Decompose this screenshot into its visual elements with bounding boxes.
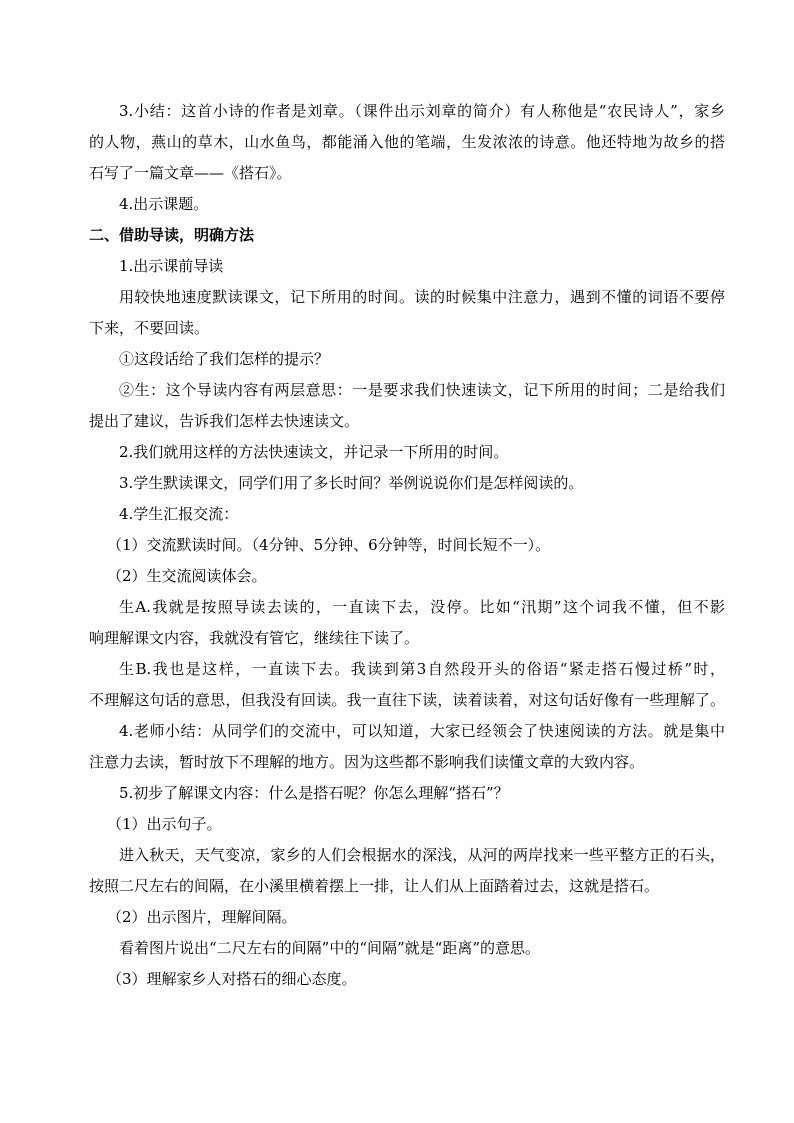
document-body [89, 96, 725, 995]
text-line: 按照二尺左右的间隔，在小溪里横着摆上一排，让人们从上面踏着过去，这就是搭石。 [89, 877, 660, 895]
text-line: 3.小结：这首小诗的作者是刘章。（课件出示刘章的简介）有人称他是“农民诗人”，家乡 [119, 102, 725, 120]
text-line: 进入秋天，天气变凉，家乡的人们会根据水的深浅，从河的两岸找来一些平整方正的石头， [119, 846, 725, 864]
text-line: 不理解这句话的意思，但我没有回读。我一直往下读，读着读着，对这句话好像有一些理解了。 [89, 691, 725, 709]
text-line: 下来，不要回读。 [89, 319, 210, 337]
text-line: 4.出示课题。 [119, 195, 209, 213]
text-line: （1）交流默读时间。（4分钟、5分钟、6分钟等，时间长短不一）。 [107, 536, 551, 554]
text-line: （2）生交流阅读体会。 [107, 567, 267, 585]
text-line: 的人物，燕山的草木，山水鱼鸟，都能涌入他的笔端，生发浓浓的诗意。他还特地为故乡的搭 [89, 133, 725, 151]
text-line: 看着图片说出“二尺左右的间隔”中的“间隔”就是“距离”的意思。 [119, 939, 541, 957]
text-line: （3）理解家乡人对搭石的细心态度。 [107, 970, 357, 988]
text-line: （1）出示句子。 [107, 815, 222, 833]
text-line: 3.学生默读课文，同学们用了多长时间？举例说说你们是怎样阅读的。 [119, 474, 584, 492]
text-line: 生B.我也是这样，一直读下去。我读到第3自然段开头的俗语“紧走搭石慢过桥”时， [119, 660, 725, 678]
text-line: ②生：这个导读内容有两层意思：一是要求我们快速读文，记下所用的时间；二是给我们 [119, 381, 725, 399]
text-line: 用较快地速度默读课文，记下所用的时间。读的时候集中注意力，遇到不懂的词语不要停 [119, 288, 725, 306]
text-line: 提出了建议，告诉我们怎样去快速读文。 [89, 412, 360, 430]
text-line: 2.我们就用这样的方法快速读文，并记录一下所用的时间。 [119, 443, 509, 461]
text-line: ①这段话给了我们怎样的提示？ [119, 350, 330, 368]
text-line: 4.学生汇报交流： [119, 505, 239, 523]
text-line: 4.老师小结：从同学们的交流中，可以知道，大家已经领会了快速阅读的方法。就是集中 [119, 722, 725, 740]
text-line: 生A.我就是按照导读去读的，一直读下去，没停。比如“汛期”这个词我不懂，但不影 [119, 598, 725, 616]
text-line: 5.初步了解课文内容：什么是搭石呢？你怎么理解“搭石”？ [119, 784, 509, 802]
text-line: 1.出示课前导读 [119, 257, 224, 275]
section-heading: 二、借助导读，明确方法 [89, 226, 255, 244]
text-line: 石写了一篇文章——《搭石》。 [89, 164, 292, 182]
text-line: 注意力去读，暂时放下不理解的地方。因为这些都不影响我们读懂文章的大致内容。 [89, 753, 645, 771]
text-line: 响理解课文内容，我就没有管它，继续往下读了。 [89, 629, 420, 647]
text-line: （2）出示图片，理解间隔。 [107, 908, 297, 926]
